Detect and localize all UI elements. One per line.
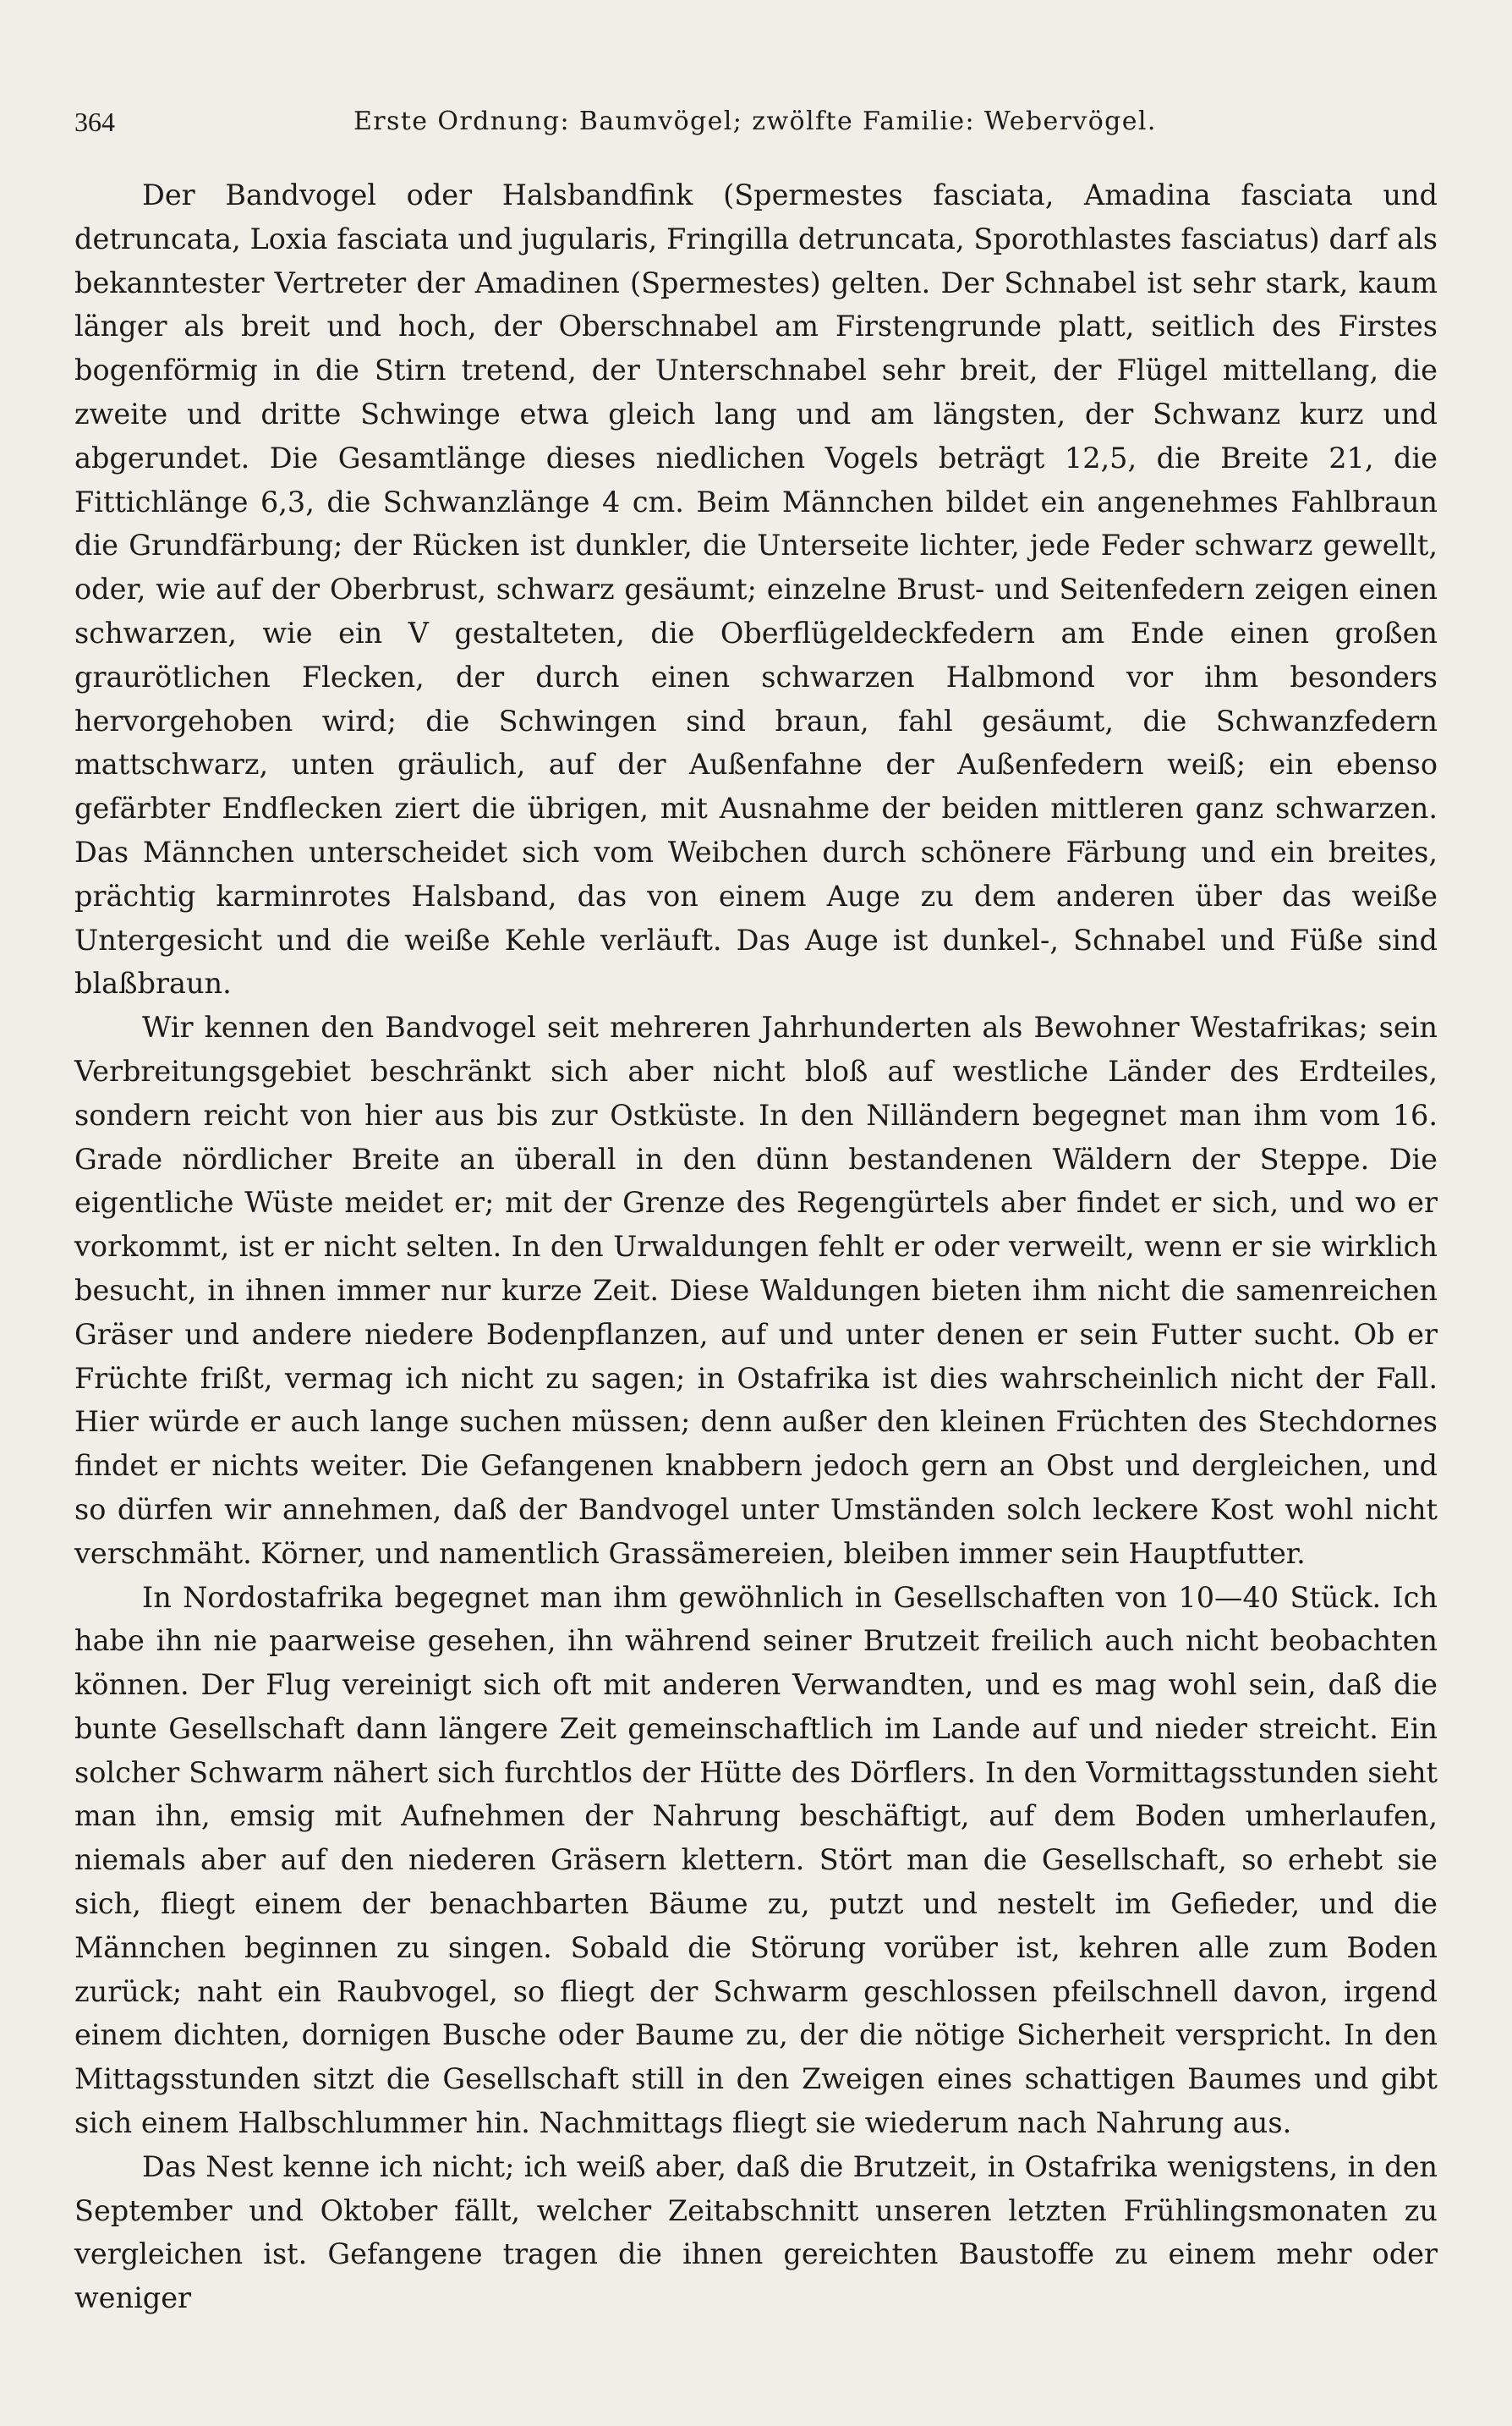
- paragraph-distribution: Wir kennen den Bandvogel seit mehreren Jahrhunderten als Bewohner Westafrikas; sein Verbreitungsgebiet beschränkt sich aber nicht bloß auf westliche Länder des Erdteiles, sondern reicht von hier aus bis zur Ostküste. In den Nilländern begegnet man ihm vom 16. Grade nördlicher Breite an überall in den dünn bestandenen Wäldern der Steppe. Die eigentliche Wüste meidet er; mit der Grenze des Regengürtels aber findet er sich, und wo er vorkommt, ist er nicht selten. In den Urwaldungen fehlt er oder verweilt, wenn er sie wirklich besucht, in ihnen immer nur kurze Zeit. Diese Waldungen bieten ihm nicht die samenreichen Gräser und andere niedere Bodenpflanzen, auf und unter denen er sein Futter sucht. Ob er Früchte frißt, vermag ich nicht zu sagen; in Ostafrika ist dies wahrscheinlich nicht der Fall. Hier würde er auch lange suchen müssen; denn außer den kleinen Früchten des Stechdornes findet er nichts weiter. Die Gefangenen knabbern jedoch gern an Obst und dergleichen, und so dürfen wir annehmen, daß der Bandvogel unter Umständen solch leckere Kost wohl nicht verschmäht. Körner, und namentlich Grassämereien, bleiben immer sein Hauptfutter.: [74, 1011, 1438, 1570]
- page-number: 364: [74, 107, 115, 137]
- paragraph-description: Der Bandvogel oder Halsbandfink (Spermestes fasciata, Amadina fasciata und detruncata, Loxia fasciata und jugularis, Fringilla detruncata, Sporothlastes fasciatus) darf als bekanntester Vertreter der Amadinen (Spermestes) gelten. Der Schnabel ist sehr stark, kaum länger als breit und hoch, der Oberschnabel am Firstengrunde platt, seitlich des Firstes bogenförmig in die Stirn tretend, der Unterschnabel sehr breit, der Flügel mittellang, die zweite und dritte Schwinge etwa gleich lang und am längsten, der Schwanz kurz und abgerundet. Die Gesamtlänge dieses niedlichen Vogels beträgt 12,5, die Breite 21, die Fittichlänge 6,3, die Schwanzlänge 4 cm. Beim Männchen bildet ein angenehmes Fahlbraun die Grundfärbung; der Rücken ist dunkler, die Unterseite lichter, jede Feder schwarz gewellt, oder, wie auf der Oberbrust, schwarz gesäumt; einzelne Brust- und Seitenfedern zeigen einen schwarzen, wie ein V gestalteten, die Oberflügeldeckfedern am Ende einen großen graurötlichen Flecken, der durch einen schwarzen Halbmond vor ihm besonders hervorgehoben wird; die Schwingen sind braun, fahl gesäumt, die Schwanzfedern mattschwarz, unten gräulich, auf der Außenfahne der Außenfedern weiß; ein ebenso gefärbter Endflecken ziert die übrigen, mit Ausnahme der beiden mittleren ganz schwarzen. Das Männchen unterscheidet sich vom Weibchen durch schönere Färbung und ein breites, prächtig karminrotes Halsband, das von einem Auge zu dem anderen über das weiße Untergesicht und die weiße Kehle verläuft. Das Auge ist dunkel-, Schnabel und Füße sind blaßbraun.: [74, 178, 1438, 1001]
- running-head: [74, 100, 1438, 151]
- body-text: [74, 173, 1438, 2320]
- paragraph-behavior: In Nordostafrika begegnet man ihm gewöhnlich in Gesellschaften von 10—40 Stück. Ich habe ihn nie paarweise gesehen, ihn während seiner Brutzeit freilich auch nicht beobachten können. Der Flug vereinigt sich oft mit anderen Verwandten, und es mag wohl sein, daß die bunte Gesellschaft dann längere Zeit gemeinschaftlich im Lande auf und nieder streicht. Ein solcher Schwarm nähert sich furchtlos der Hütte des Dörflers. In den Vormittagsstunden sieht man ihn, emsig mit Aufnehmen der Nahrung beschäftigt, auf dem Boden umherlaufen, niemals aber auf den niederen Gräsern klettern. Stört man die Gesellschaft, so erhebt sie sich, fliegt einem der benachbarten Bäume zu, putzt und nestelt im Gefieder, und die Männchen beginnen zu singen. Sobald die Störung vorüber ist, kehren alle zum Boden zurück; naht ein Raubvogel, so fliegt der Schwarm geschlossen pfeilschnell davon, irgend einem dichten, dornigen Busche oder Baume zu, der die nötige Sicherheit verspricht. In den Mittagsstunden sitzt die Gesellschaft still in den Zweigen eines schattigen Baumes und gibt sich einem Halbschlummer hin. Nachmittags fliegt sie wiederum nach Nahrung aus.: [74, 1580, 1438, 2140]
- running-title: Erste Ordnung: Baumvögel; zwölfte Familie: Webervögel.: [353, 107, 1157, 136]
- paragraph-breeding: Das Nest kenne ich nicht; ich weiß aber, daß die Brutzeit, in Ostafrika wenigstens, in den September und Oktober fällt, welcher Zeitabschnitt unseren letzten Frühlingsmonaten zu vergleichen ist. Gefangene tragen die ihnen gereichten Baustoffe zu einem mehr oder weniger: [74, 2149, 1438, 2315]
